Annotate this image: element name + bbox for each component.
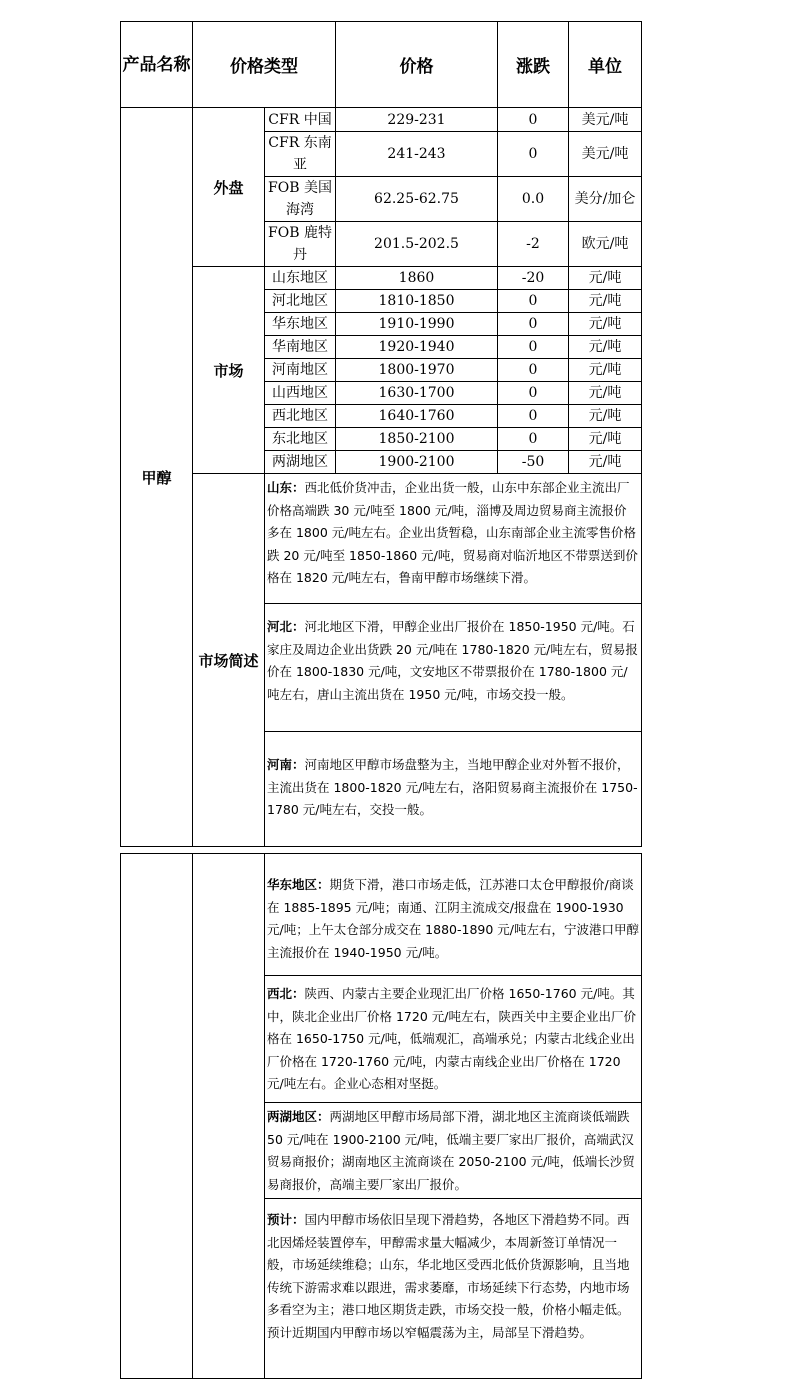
table-row xyxy=(121,267,642,290)
summary-row xyxy=(121,474,642,604)
price-type-cell: FOB 美国海湾 xyxy=(265,177,336,222)
summary-text: 国内甲醇市场依旧呈现下滑趋势，各地区下滑趋势不同。西北因烯烃装置停车，甲醇需求量大幅减少，本周新签订单情况一般，市场延续维稳；山东，华北地区受西北低价货源影响，且当地传统下游需求难以跟进，需求萎靡，市场延续下行态势，内地市场多看空为主；港口地区期货走跌，市场交投一般，价格小幅走低。预计近期国内甲醇市场以窄幅震荡为主，局部呈下滑趋势。 xyxy=(267,1212,630,1340)
summary-east-china xyxy=(265,854,642,976)
summary-label: 预计： xyxy=(267,1212,305,1227)
group-summary: 市场简述 xyxy=(193,474,265,847)
price-cell: 1630-1700 xyxy=(336,382,498,405)
change-cell: 0 xyxy=(498,428,569,451)
change-cell: -20 xyxy=(498,267,569,290)
unit-cell: 元/吨 xyxy=(569,290,642,313)
unit-cell: 美分/加仑 xyxy=(569,177,642,222)
change-cell: 0 xyxy=(498,382,569,405)
change-cell: 0 xyxy=(498,290,569,313)
summary-northwest xyxy=(265,976,642,1103)
summary-text: 陕西、内蒙古主要企业现汇出厂价格 1650-1760 元/吨。其中，陕北企业出厂价格 1720 元/吨左右，陕西关中主要企业出厂价格在 1650-1750 元/吨，低端观汇，高端承兑；内蒙古北线企业出厂价格在 1720-1760 元/吨，内蒙古南线企业出厂价格在 1720 元/吨左右。企业心态相对坚挺。 xyxy=(267,986,636,1091)
unit-cell: 元/吨 xyxy=(569,336,642,359)
summary-text: 两湖地区甲醇市场局部下滑，湖北地区主流商谈低端跌 50 元/吨在 1900-2100 元/吨，低端主要厂家出厂报价，高端武汉贸易商报价；湖南地区主流商谈在 2050-2100 元/吨，低端长沙贸易商报价，高端主要厂家出厂报价。 xyxy=(267,1109,635,1192)
price-type-cell: 山西地区 xyxy=(265,382,336,405)
change-cell: 0.0 xyxy=(498,177,569,222)
header-change: 涨跌 xyxy=(498,22,569,108)
price-type-cell: CFR 东南亚 xyxy=(265,132,336,177)
summary-label: 河南： xyxy=(267,757,305,772)
table-row xyxy=(121,108,642,132)
change-cell: 0 xyxy=(498,313,569,336)
price-type-cell: FOB 鹿特丹 xyxy=(265,222,336,267)
price-type-cell: 河南地区 xyxy=(265,359,336,382)
summary-text: 河南地区甲醇市场盘整为主，当地甲醇企业对外暂不报价，主流出货在 1800-1820 元/吨左右，洛阳贸易商主流报价在 1750-1780 元/吨左右，交投一般。 xyxy=(267,757,638,817)
header-unit: 单位 xyxy=(569,22,642,108)
change-cell: 0 xyxy=(498,336,569,359)
summary-label: 华东地区： xyxy=(267,877,330,892)
summary-row xyxy=(121,854,642,976)
price-type-cell: 华东地区 xyxy=(265,313,336,336)
price-cell: 1860 xyxy=(336,267,498,290)
header-price-type: 价格类型 xyxy=(193,22,336,108)
price-cell: 62.25-62.75 xyxy=(336,177,498,222)
unit-cell: 元/吨 xyxy=(569,313,642,336)
summary-text: 西北低价货冲击，企业出货一般，山东中东部企业主流出厂价格高端跌 30 元/吨至 1800 元/吨，淄博及周边贸易商主流报价多在 1800 元/吨左右。企业出货暂稳，山东南部企业主流零售价格跌 20 元/吨至 1850-1860 元/吨，贸易商对临沂地区不带票送到价格在 1820 元/吨左右，鲁南甲醇市场继续下滑。 xyxy=(267,480,638,585)
summary-hebei xyxy=(265,604,642,732)
unit-cell: 元/吨 xyxy=(569,451,642,474)
summary-lianghu xyxy=(265,1103,642,1199)
price-type-cell: 东北地区 xyxy=(265,428,336,451)
change-cell: -2 xyxy=(498,222,569,267)
group-market: 市场 xyxy=(193,267,265,474)
header-row xyxy=(121,22,642,108)
price-cell: 1640-1760 xyxy=(336,405,498,428)
change-cell: 0 xyxy=(498,108,569,132)
change-cell: -50 xyxy=(498,451,569,474)
summary-label: 两湖地区： xyxy=(267,1109,330,1124)
summary-label: 西北： xyxy=(267,986,305,1001)
price-cell: 241-243 xyxy=(336,132,498,177)
summary-label: 山东： xyxy=(267,480,305,495)
price-type-cell: 西北地区 xyxy=(265,405,336,428)
product-cell-empty xyxy=(121,854,193,1379)
unit-cell: 美元/吨 xyxy=(569,108,642,132)
price-cell: 201.5-202.5 xyxy=(336,222,498,267)
summary-henan xyxy=(265,732,642,847)
change-cell: 0 xyxy=(498,359,569,382)
unit-cell: 欧元/吨 xyxy=(569,222,642,267)
change-cell: 0 xyxy=(498,405,569,428)
unit-cell: 元/吨 xyxy=(569,382,642,405)
group-cell-empty xyxy=(193,854,265,1379)
product-name: 甲醇 xyxy=(121,108,193,847)
price-table xyxy=(120,21,642,847)
price-type-cell: 华南地区 xyxy=(265,336,336,359)
price-cell: 1910-1990 xyxy=(336,313,498,336)
price-cell: 1900-2100 xyxy=(336,451,498,474)
unit-cell: 元/吨 xyxy=(569,405,642,428)
summary-text: 河北地区下滑，甲醇企业出厂报价在 1850-1950 元/吨。石家庄及周边企业出货跌 20 元/吨在 1780-1820 元/吨左右，贸易报价在 1800-1830 元/吨，文安地区不带票报价在 1780-1800 元/吨左右，唐山主流出货在 1950 元/吨，市场交投一般。 xyxy=(267,619,638,702)
group-foreign: 外盘 xyxy=(193,108,265,267)
price-type-cell: 河北地区 xyxy=(265,290,336,313)
summary-forecast xyxy=(265,1199,642,1379)
price-cell: 1800-1970 xyxy=(336,359,498,382)
unit-cell: 元/吨 xyxy=(569,359,642,382)
unit-cell: 元/吨 xyxy=(569,267,642,290)
header-price: 价格 xyxy=(336,22,498,108)
price-type-cell: 山东地区 xyxy=(265,267,336,290)
price-type-cell: CFR 中国 xyxy=(265,108,336,132)
summary-table-continued xyxy=(120,853,642,1379)
unit-cell: 美元/吨 xyxy=(569,132,642,177)
change-cell: 0 xyxy=(498,132,569,177)
header-product: 产品名称 xyxy=(121,22,193,108)
price-cell: 1810-1850 xyxy=(336,290,498,313)
summary-text: 期货下滑，港口市场走低，江苏港口太仓甲醇报价/商谈在 1885-1895 元/吨；南通、江阴主流成交/报盘在 1900-1930 元/吨；上午太仓部分成交在 1880-1890 元/吨左右，宁波港口甲醇主流报价在 1940-1950 元/吨。 xyxy=(267,877,640,960)
price-cell: 1850-2100 xyxy=(336,428,498,451)
summary-shandong xyxy=(265,474,642,604)
price-cell: 229-231 xyxy=(336,108,498,132)
unit-cell: 元/吨 xyxy=(569,428,642,451)
price-cell: 1920-1940 xyxy=(336,336,498,359)
price-type-cell: 两湖地区 xyxy=(265,451,336,474)
summary-label: 河北： xyxy=(267,619,305,634)
